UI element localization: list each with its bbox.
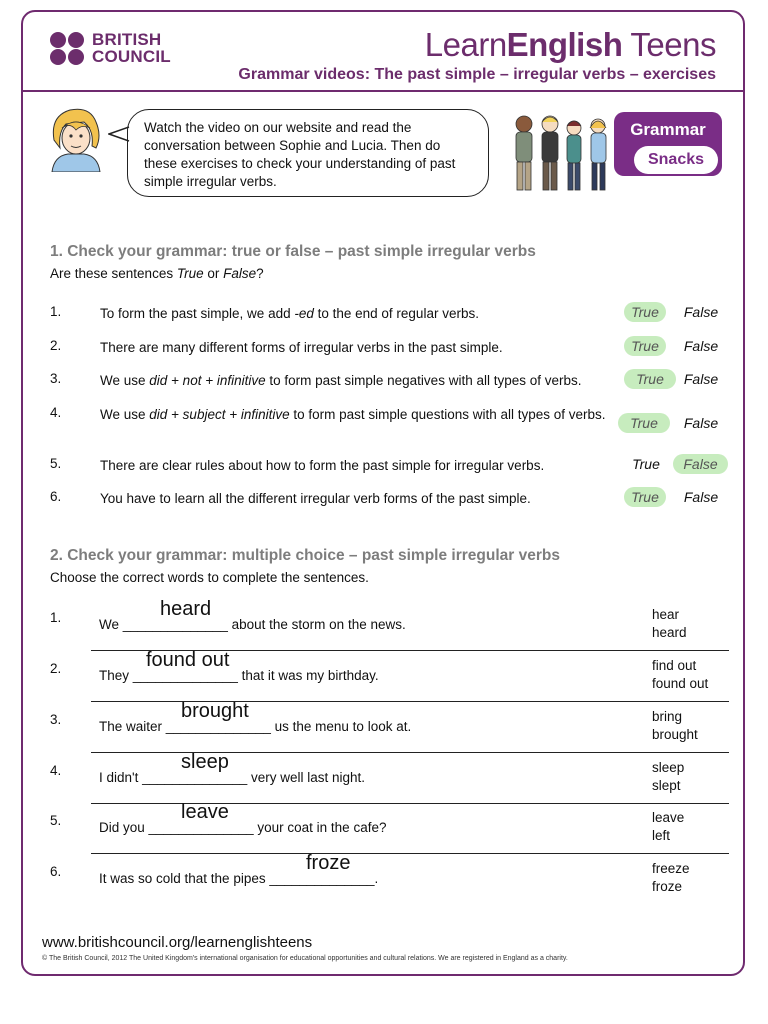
footer-url: www.britishcouncil.org/learnenglishteens <box>42 934 313 951</box>
mc-option[interactable]: find out <box>652 658 697 673</box>
mc-option[interactable]: heard <box>652 625 687 640</box>
mc-answer-input[interactable]: leave <box>181 801 229 823</box>
mc-answer-input[interactable]: froze <box>306 852 351 874</box>
mc-option[interactable]: found out <box>652 676 709 691</box>
mc-answer-input[interactable]: brought <box>181 700 249 722</box>
tf-item-number: 6. <box>50 489 62 504</box>
teens-group-illustration-icon <box>508 110 618 194</box>
tf-item-number: 4. <box>50 405 62 420</box>
mc-options <box>652 606 687 642</box>
mc-option[interactable]: leave <box>652 810 685 825</box>
section1-instruction: Are these sentences True or False? <box>50 266 264 281</box>
false-option[interactable]: False <box>683 371 719 387</box>
grammar-snacks-badge: Grammar Snacks <box>614 112 722 176</box>
section2-instruction: Choose the correct words to complete the sentences. <box>50 570 369 585</box>
section2-title: 2. Check your grammar: multiple choice – past simple irregular verbs <box>50 547 560 564</box>
mc-options <box>652 860 690 896</box>
mc-item-number: 4. <box>50 763 62 778</box>
tf-item-number: 1. <box>50 304 62 319</box>
mc-options <box>652 759 684 795</box>
tf-item-statement: There are clear rules about how to form the past simple for irregular verbs. <box>100 458 545 473</box>
true-option[interactable]: True <box>624 336 666 356</box>
tf-item-statement: There are many different forms of irregular verbs in the past simple. <box>100 340 503 355</box>
mc-option[interactable]: sleep <box>652 760 685 775</box>
false-option[interactable]: False <box>683 415 719 431</box>
header-divider <box>23 90 743 92</box>
tf-item-statement: You have to learn all the different irregular verb forms of the past simple. <box>100 491 531 506</box>
learnenglish-teens-brand: LearnEnglish Teens <box>424 26 716 63</box>
tf-item-statement: We use did + subject + infinitive to form past simple questions with all types of verbs. <box>100 407 606 422</box>
false-option[interactable]: False <box>673 454 728 474</box>
true-option[interactable]: True <box>624 369 676 389</box>
false-option[interactable]: False <box>683 338 719 354</box>
mc-option[interactable]: bring <box>652 709 683 724</box>
mc-option[interactable]: slept <box>652 778 681 793</box>
section1-title: 1. Check your grammar: true or false – past simple irregular verbs <box>50 243 536 260</box>
mc-item-sentence: I didn't ______________ very well last night. <box>99 770 366 785</box>
true-option[interactable]: True <box>624 302 666 322</box>
mc-item-number: 5. <box>50 813 62 828</box>
false-option[interactable]: False <box>683 304 719 320</box>
mc-row-divider <box>91 853 729 854</box>
sophie-avatar-icon <box>46 106 106 172</box>
mc-options <box>652 809 684 845</box>
tf-item-number: 5. <box>50 456 62 471</box>
intro-speech-bubble: Watch the video on our website and read the conversation between Sophie and Lucia. Then do these exercises to check your understanding of past simple irregular verbs. <box>127 109 489 197</box>
true-option[interactable]: True <box>632 456 660 472</box>
tf-item-statement: We use did + not + infinitive to form past simple negatives with all types of verbs. <box>100 373 582 388</box>
mc-item-sentence: They ______________ that it was my birthday. <box>99 668 379 683</box>
mc-answer-input[interactable]: found out <box>146 649 230 671</box>
mc-option[interactable]: hear <box>652 607 680 622</box>
mc-option[interactable]: froze <box>652 879 683 894</box>
tf-item-number: 3. <box>50 371 62 386</box>
true-option[interactable]: True <box>624 487 666 507</box>
mc-item-number: 1. <box>50 610 62 625</box>
mc-item-number: 6. <box>50 864 62 879</box>
mc-option[interactable]: left <box>652 828 671 843</box>
mc-item-sentence: It was so cold that the pipes ______________. <box>99 871 379 886</box>
false-option[interactable]: False <box>683 489 719 505</box>
mc-option[interactable]: freeze <box>652 861 690 876</box>
mc-options <box>652 657 708 693</box>
tf-item-statement: To form the past simple, we add -ed to the end of regular verbs. <box>100 306 479 321</box>
true-option[interactable]: True <box>618 413 670 433</box>
page-subtitle: Grammar videos: The past simple – irregular verbs – exercises <box>238 66 716 83</box>
mc-item-number: 3. <box>50 712 62 727</box>
mc-item-sentence: Did you ______________ your coat in the cafe? <box>99 820 387 835</box>
mc-item-number: 2. <box>50 661 62 676</box>
mc-answer-input[interactable]: heard <box>160 598 212 620</box>
mc-item-sentence: The waiter ______________ us the menu to look at. <box>99 719 412 734</box>
british-council-logo-icon <box>50 32 86 66</box>
british-council-logo-text: BRITISH COUNCIL <box>92 30 171 66</box>
footer-copyright: © The British Council, 2012 The United Kingdom's international organisation for educational opportunities and cultural relations. We are registered in England as a charity. <box>42 955 568 962</box>
mc-option[interactable]: brought <box>652 727 698 742</box>
mc-answer-input[interactable]: sleep <box>181 751 229 773</box>
tf-item-number: 2. <box>50 338 62 353</box>
mc-item-sentence: We ______________ about the storm on the news. <box>99 617 406 632</box>
mc-options <box>652 708 698 744</box>
